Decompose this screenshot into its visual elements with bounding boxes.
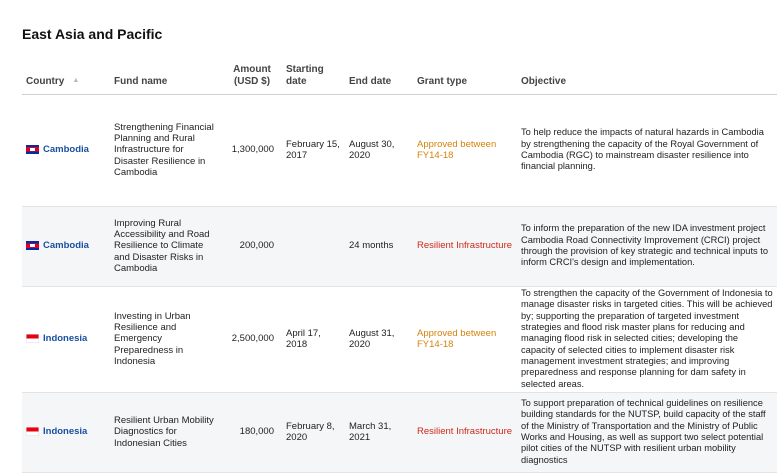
grant-type-cell: Approved between FY14-18 bbox=[417, 138, 497, 161]
fund-name-cell: Improving Rural Accessibility and Road Resilience to Climate and Disaster Risks in Cambodia bbox=[114, 217, 210, 275]
objective-cell: To help reduce the impacts of natural hazards in Cambodia by strengthening the capacity of the Royal Government of Cambodia (RGC) to mainstream disaster resilience into financial planning. bbox=[521, 127, 764, 172]
country-link[interactable]: Cambodia bbox=[43, 144, 89, 156]
column-header-label: Fund name bbox=[114, 75, 168, 87]
column-header-label: date bbox=[286, 75, 307, 87]
grant-type-cell: Approved between FY14-18 bbox=[417, 327, 497, 350]
grant-type-cell: Resilient Infrastructure bbox=[417, 240, 513, 252]
country-cell bbox=[22, 206, 110, 286]
country-link[interactable]: Indonesia bbox=[43, 426, 88, 438]
table-header-row bbox=[22, 60, 777, 94]
table-row bbox=[22, 392, 777, 472]
objective-cell: To support preparation of technical guidelines on resilience building standards for the NUTSP, build capacity of the staff of the Ministry of Transportation and the Ministry of Public Works and Housing, as well as support two select potential pilot cities of the NUTSP with resilient urban mobility diagnostics bbox=[521, 398, 766, 465]
table-row bbox=[22, 286, 777, 392]
amount-cell: 180,000 bbox=[239, 426, 274, 438]
column-header-starting-date[interactable] bbox=[282, 60, 345, 94]
sort-ascending-icon[interactable]: ▲ bbox=[72, 76, 80, 84]
start-date-cell: February 15, 2017 bbox=[286, 138, 340, 161]
objective-cell: To strengthen the capacity of the Government of Indonesia to manage disaster risks in targeted cities. This will be achieved by; supporting the preparation of targeted investment strategies and flood risk master plans for reducing and managing flood risk in selected cities; developing the capacity of selected cities to implement disaster risk management investment strategies; and improving preparedness and response planning for dam safety in selected areas. bbox=[521, 288, 773, 389]
country-cell bbox=[22, 94, 110, 206]
end-date-cell: August 30, 2020 bbox=[349, 138, 395, 161]
region-title: East Asia and Pacific bbox=[22, 26, 163, 42]
cambodia-flag-icon bbox=[26, 145, 39, 154]
cambodia-flag-icon bbox=[26, 241, 39, 250]
table-row bbox=[22, 206, 777, 286]
table-row bbox=[22, 94, 777, 206]
column-header-label: End date bbox=[349, 75, 392, 87]
indonesia-flag-icon bbox=[26, 427, 39, 436]
end-date-cell: 24 months bbox=[349, 240, 394, 252]
amount-cell: 200,000 bbox=[239, 240, 274, 252]
fund-name-cell: Resilient Urban Mobility Diagnostics for Indonesian Cities bbox=[114, 414, 214, 449]
end-date-cell: August 31, 2020 bbox=[349, 327, 395, 350]
amount-cell: 1,300,000 bbox=[231, 144, 274, 156]
column-header-label: Objective bbox=[521, 75, 567, 87]
column-header-label: Amount bbox=[233, 63, 271, 75]
end-date-cell: March 31, 2021 bbox=[349, 420, 392, 443]
grants-table bbox=[22, 60, 777, 473]
country-link[interactable]: Cambodia bbox=[43, 240, 89, 252]
fund-name-cell: Investing in Urban Resilience and Emergency Preparedness in Indonesia bbox=[114, 310, 191, 368]
indonesia-flag-icon bbox=[26, 334, 39, 343]
column-header-objective[interactable] bbox=[517, 60, 777, 94]
country-cell bbox=[22, 392, 110, 472]
column-header-end-date[interactable] bbox=[345, 60, 413, 94]
country-cell bbox=[22, 286, 110, 392]
grant-type-cell: Resilient Infrastructure bbox=[417, 426, 513, 438]
column-header-label: Starting bbox=[286, 63, 324, 75]
start-date-cell: April 17, 2018 bbox=[286, 327, 321, 350]
column-header-label: Grant type bbox=[417, 75, 468, 87]
column-header-label: (USD $) bbox=[233, 75, 271, 87]
column-header-amount[interactable] bbox=[222, 60, 282, 94]
start-date-cell: February 8, 2020 bbox=[286, 420, 335, 443]
country-link[interactable]: Indonesia bbox=[43, 333, 88, 345]
column-header-fund-name[interactable] bbox=[110, 60, 222, 94]
amount-cell: 2,500,000 bbox=[231, 333, 274, 345]
column-header-country[interactable] bbox=[22, 60, 110, 94]
column-header-label: Country bbox=[26, 75, 65, 87]
fund-name-cell: Strengthening Financial Planning and Rural Infrastructure for Disaster Resilience in Cambodia bbox=[114, 121, 214, 179]
column-header-grant-type[interactable] bbox=[413, 60, 517, 94]
objective-cell: To inform the preparation of the new IDA investment project Cambodia Road Connectivity Improvement (CRCI) project through the provision of key strategic and technical inputs to inform CRCI's design and implementation. bbox=[521, 223, 769, 268]
start-date-cell bbox=[282, 206, 345, 286]
